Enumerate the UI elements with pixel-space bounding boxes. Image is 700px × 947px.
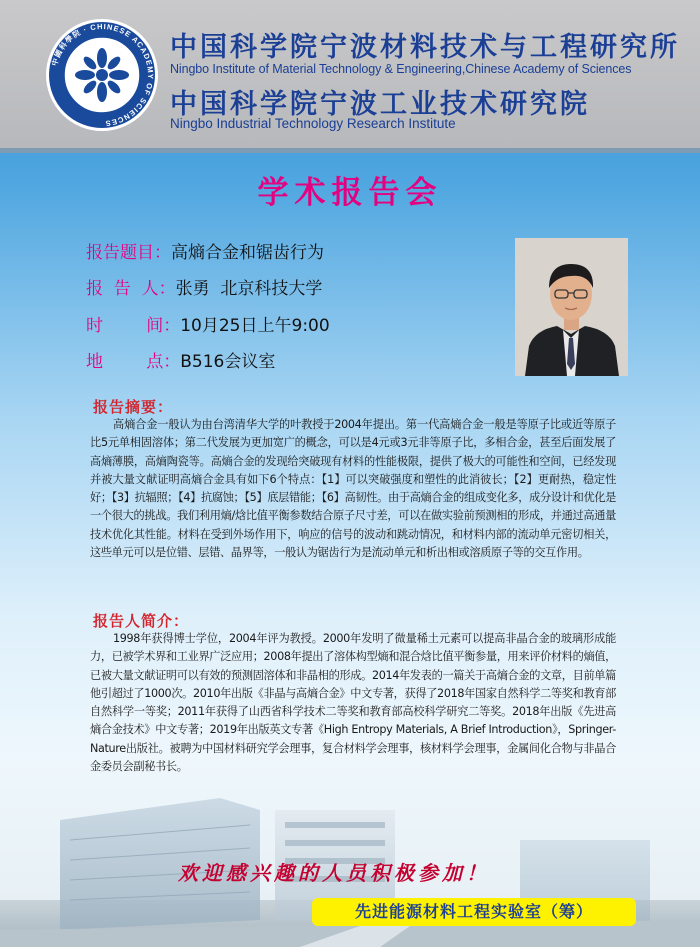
- lab-name-banner: 先进能源材料工程实验室（筹）: [312, 898, 636, 926]
- abstract-text: 高熵合金一般认为由台湾清华大学的叶教授于2004年提出。第一代高熵合金一般是等原子比或近等原子比5元单相固溶体；第二代发展为更加宽广的概念，可以是4元或3元非等原子比，多相合金，甚至后面发展了高熵薄膜，高熵陶瓷等。高熵合金的发现给突破现有材料的性能极限，提供了极大的可能性和空间，已经发现并被大量文献证明高熵合金具有如下6个特点：【1】可以突破强度和塑性的此消彼长；【2】更耐热，稳定性好；【3】抗辐照；【4】抗腐蚀；【5】底层错能；【6】高韧性。由于高熵合金的组成变化多，成分设计和优化是一个很大的挑战。我们利用熵/焓比值平衡参数结合原子尺寸差，可以在做实验前预测相的形成，并通过高通量技术优化其性能。材料在受到外场作用下，响应的信号的波动和跳动情况，和材料内部的流动单元密切相关，这些单元可以是位错、层错、晶界等，一般认为锯齿行为是流动单元和析出相或溶质原子等的交互作用。: [90, 418, 616, 560]
- bio-text: 1998年获得博士学位，2004年评为教授。2000年发明了微量稀土元素可以提高非晶合金的玻璃形成能力，已被学术界和工业界广泛应用；2008年提出了溶体构型熵和混合焓比值平衡参量，用来评价材料的熵值，已被大量文献证明可以有效的预测固溶体和非晶相的形成。2014年发表的一篇关于高熵合金的文章，目前单篇他引超过了1000次。2010年出版《非晶与高熵合金》中文专著，获得了2018年国家自然科学二等奖和教育部自然科学一等奖；2011年获得了山西省科学技术二等奖和教育部高校科学研究二等奖。2018年出版《先进高熵合金技术》中文专著；2019年出版英文专著《High Entropy Materials, A Brief Introduction》，Springer-Nature出版社。被聘为中国材料研究学会理事，复合材料学会理事，核材料学会理事，金属间化合物与非晶合金委员会副秘书长。: [90, 632, 616, 774]
- bio-heading: 报告人简介：: [93, 612, 190, 630]
- place-value: B516会议室: [180, 352, 276, 372]
- info-row-place: [86, 347, 275, 372]
- abstract-heading: 报告摘要：: [93, 398, 174, 416]
- logo-ring-text: 中國科學院 · CHINESE ACADEMY OF SCIENCES: [49, 22, 155, 128]
- research-institute-name-en: Ningbo Industrial Technology Research Institute: [170, 116, 456, 131]
- poster-title: 学术报告会: [257, 175, 443, 211]
- info-row-topic: [86, 238, 324, 263]
- time-value: 10月25日上午9:00: [180, 316, 330, 336]
- speaker-portrait-icon: [515, 238, 628, 376]
- speaker-label: 报 告 人：: [86, 279, 176, 299]
- info-row-time: [86, 311, 330, 336]
- info-row-speaker: [86, 274, 322, 299]
- header-divider: [0, 148, 700, 153]
- time-label: 时 间：: [86, 316, 181, 336]
- institute-name-en: Ningbo Institute of Material Technology & Engineering,Chinese Academy of Sciences: [170, 62, 632, 76]
- topic-value: 高熵合金和锯齿行为: [171, 243, 324, 263]
- place-label: 地 点：: [86, 352, 181, 372]
- welcome-message: 欢迎感兴趣的人员积极参加！: [178, 861, 490, 885]
- research-institute-name-cn: 中国科学院宁波工业技术研究院: [170, 89, 590, 120]
- logo-emblem-icon: [49, 22, 155, 128]
- speaker-value: 张勇 北京科技大学: [175, 279, 323, 299]
- cas-logo: [46, 19, 158, 131]
- speaker-photo: [515, 238, 628, 376]
- header: [0, 0, 700, 150]
- topic-label: 报告题目：: [86, 243, 171, 263]
- institute-name-cn: 中国科学院宁波材料技术与工程研究所: [170, 32, 680, 63]
